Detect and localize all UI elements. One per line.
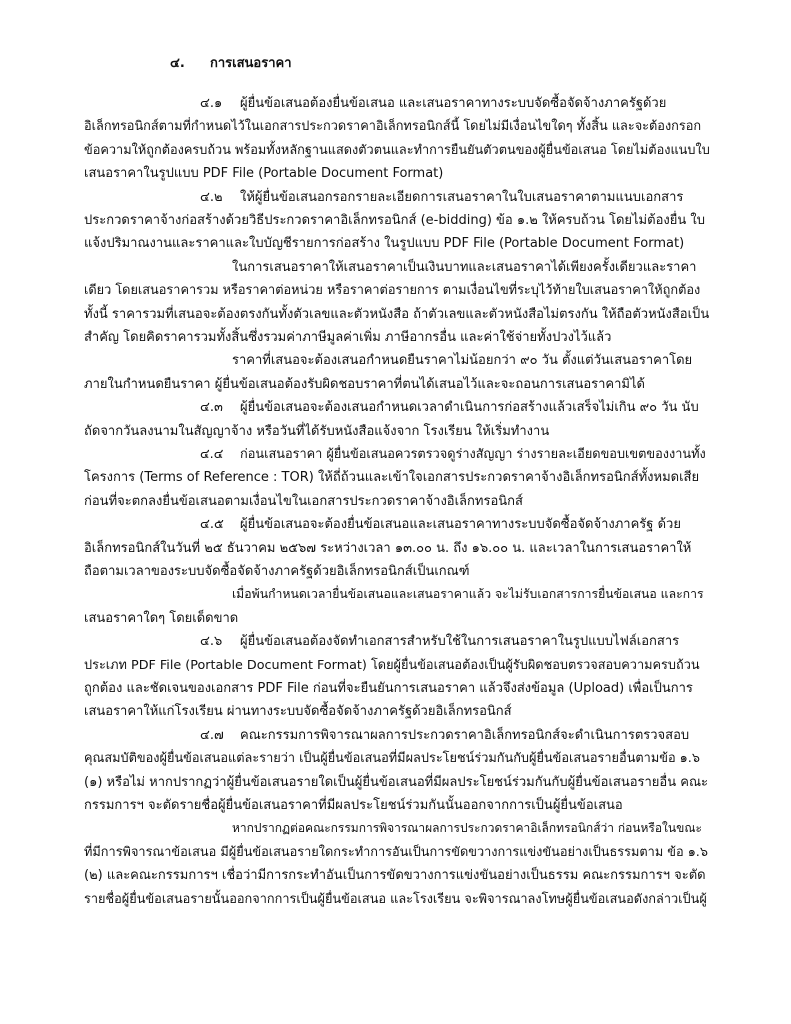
line-text: หากปรากฏต่อคณะกรรมการพิจารณาผลการประกวดราคาอิเล็กทรอนิกส์ว่า ก่อนหรือในขณะ bbox=[232, 821, 702, 836]
text-line bbox=[84, 747, 700, 770]
line-text: แจ้งปริมาณงานและราคาและใบบัญชีรายการก่อสร้าง ในรูปแบบ PDF File (Portable Document Format) bbox=[84, 236, 685, 252]
clause-number: ๔.๔ bbox=[200, 447, 224, 462]
line-text: ผู้ยื่นข้อเสนอจะต้องยื่นข้อเสนอและเสนอราคาทางระบบจัดซื้อจัดจ้างภาครัฐ ด้วย bbox=[240, 517, 681, 533]
section-number: ๔. bbox=[170, 56, 185, 71]
line-text: ถัดจากวันลงนามในสัญญาจ้าง หรือวันที่ได้รับหนังสือแจ้งจาก โรงเรียน ให้เริ่มทำงาน bbox=[84, 423, 550, 439]
text-line bbox=[84, 700, 512, 723]
line-text: โครงการ (Terms of Reference : TOR) ให้ถี่ถ้วนและเข้าใจเอกสารประกวดราคาจ้างอิเล็กทรอนิกส์ทั้งหมดเสีย bbox=[84, 470, 700, 486]
text-line bbox=[84, 607, 238, 630]
clause-line bbox=[200, 92, 666, 115]
line-text: ข้อความให้ถูกต้องครบถ้วน พร้อมทั้งหลักฐานแสดงตัวตนและทำการยืนยันตัวตนของผู้ยื่นข้อเสนอ โดยไม่ต้องแนบใบ bbox=[84, 142, 710, 158]
text-line bbox=[84, 490, 523, 513]
clause-line bbox=[200, 443, 706, 466]
line-text: ให้ผู้ยื่นข้อเสนอกรอกรายละเอียดการเสนอราคาในใบเสนอราคาตามแนบเอกสาร bbox=[240, 189, 684, 205]
text-line bbox=[84, 232, 684, 255]
line-text: ถือตามเวลาของระบบจัดซื้อจัดจ้างภาครัฐด้วยอิเล็กทรอนิกส์เป็นเกณฑ์ bbox=[84, 564, 470, 579]
line-text: เสนอราคาในรูปแบบ PDF File (Portable Document Format) bbox=[84, 166, 444, 182]
clause-number: ๔.๗ bbox=[200, 727, 224, 743]
line-text: ราคาที่เสนอจะต้องเสนอกำหนดยืนราคาไม่น้อยกว่า ๙๐ วัน ตั้งแต่วันเสนอราคาโดย bbox=[232, 353, 693, 369]
text-line bbox=[84, 139, 710, 162]
line-text: รายชื่อผู้ยื่นข้อเสนอรายนั้นออกจากการเป็นผู้ยื่นข้อเสนอ และโรงเรียน จะพิจารณาลงโทษผู้ยื่นข้อเสนอดังกล่าวเป็นผู้ bbox=[84, 891, 707, 907]
line-text: เมื่อพ้นกำหนดเวลายื่นข้อเสนอและเสนอราคาแล้ว จะไม่รับเอกสารการยื่นข้อเสนอ และการ bbox=[232, 587, 704, 602]
line-text: ก่อนที่จะตกลงยื่นข้อเสนอตามเงื่อนไขในเอกสารประกวดราคาจ้างอิเล็กทรอนิกส์ bbox=[84, 493, 523, 509]
clause-number: ๔.๓ bbox=[200, 400, 223, 416]
line-text: คณะกรรมการพิจารณาผลการประกวดราคาอิเล็กทรอนิกส์จะดำเนินการตรวจสอบ bbox=[240, 727, 690, 743]
text-line bbox=[84, 209, 705, 232]
clause-number: ๔.๕ bbox=[200, 517, 224, 533]
text-line bbox=[84, 326, 611, 349]
line-text: เสนอราคาใดๆ โดยเด็ดขาด bbox=[84, 610, 239, 626]
clause-number: ๔.๒ bbox=[200, 189, 223, 205]
line-text: ที่มีการพิจารณาข้อเสนอ มีผู้ยื่นข้อเสนอรายใดกระทำการอันเป็นการขัดขวางการแข่งขันอย่างเป็นธรรมตาม ข้อ ๑.๖ bbox=[84, 844, 708, 860]
line-text: อิเล็กทรอนิกส์ตามที่กำหนดไว้ในเอกสารประกวดราคาอิเล็กทรอนิกส์นี้ โดยไม่มีเงื่อนไขใดๆ ทั้งสิ้น และจะต้องกรอก bbox=[84, 119, 702, 135]
line-text: (๑) หรือไม่ หากปรากฏว่าผู้ยื่นข้อเสนอรายใดเป็นผู้ยื่นข้อเสนอที่มีผลประโยชน์ร่วมกันกับผู้ยื่นข้อเสนอรายอื่น คณะ bbox=[84, 774, 708, 790]
line-text: เสนอราคาให้แก่โรงเรียน ผ่านทางระบบจัดซื้อจัดจ้างภาครัฐด้วยอิเล็กทรอนิกส์ bbox=[84, 704, 512, 720]
section-title: การเสนอราคา bbox=[210, 56, 292, 71]
text-line bbox=[84, 864, 706, 887]
text-line bbox=[84, 841, 708, 864]
text-line bbox=[84, 654, 700, 677]
line-text: ผู้ยื่นข้อเสนอจะต้องเสนอกำหนดเวลาดำเนินการก่อสร้างแล้วเสร็จไม่เกิน ๙๐ วัน นับ bbox=[240, 400, 699, 416]
text-line bbox=[84, 162, 443, 185]
text-line bbox=[84, 771, 708, 794]
line-text: (๒) และคณะกรรมการฯ เชื่อว่ามีการกระทำอันเป็นการขัดขวางการแข่งขันอย่างเป็นธรรม คณะกรรมการฯ จะตัด bbox=[84, 868, 706, 884]
line-text: ในการเสนอราคาให้เสนอราคาเป็นเงินบาทและเสนอราคาได้เพียงครั้งเดียวและราคา bbox=[232, 259, 697, 275]
clause-number: ๔.๑ bbox=[200, 96, 223, 111]
line-text: ผู้ยื่นข้อเสนอต้องยื่นข้อเสนอ และเสนอราคาทางระบบจัดซื้อจัดจ้างภาครัฐด้วย bbox=[240, 96, 667, 111]
line-text: อิเล็กทรอนิกส์ในวันที่ ๒๕ ธันวาคม ๒๕๖๗ ระหว่างเวลา ๑๓.๐๐ น. ถึง ๑๖.๐๐ น. และเวลาในการเสนอราคาให้ bbox=[84, 540, 692, 556]
text-line bbox=[84, 466, 699, 489]
text-line bbox=[84, 677, 693, 700]
line-text: ทั้งนี้ ราคารวมที่เสนอจะต้องตรงกันทั้งตัวเลขและตัวหนังสือ ถ้าตัวเลขและตัวหนังสือไม่ตรงกัน ให้ถือตัวหนังสือเป็น bbox=[84, 306, 710, 322]
line-text: ประกวดราคาจ้างก่อสร้างด้วยวิธีประกวดราคาอิเล็กทรอนิกส์ (e-bidding) ข้อ ๑.๒ ให้ครบถ้วน โดยไม่ต้องยื่น ใบ bbox=[84, 213, 705, 228]
line-text: เดียว โดยเสนอราคารวม หรือราคาต่อหน่วย หรือราคาต่อรายการ ตามเงื่อนไขที่ระบุไว้ท้ายใบเสนอราคาให้ถูกต้อง bbox=[84, 283, 701, 299]
text-line bbox=[84, 537, 691, 560]
line-text: ภายในกำหนดยืนราคา ผู้ยื่นข้อเสนอต้องรับผิดชอบราคาที่ตนได้เสนอไว้และจะถอนการเสนอราคามิได้ bbox=[84, 376, 645, 392]
text-line bbox=[84, 303, 709, 326]
text-line bbox=[232, 256, 696, 279]
text-line bbox=[232, 583, 704, 606]
clause-line bbox=[200, 630, 679, 653]
line-text: ผู้ยื่นข้อเสนอต้องจัดทำเอกสารสำหรับใช้ในการเสนอราคาในรูปแบบไฟล์เอกสาร bbox=[240, 634, 680, 650]
line-text: สำคัญ โดยคิดราคารวมทั้งสิ้นซึ่งรวมค่าภาษีมูลค่าเพิ่ม ภาษีอากรอื่น และค่าใช้จ่ายทั้งปวงไว้แล้ว bbox=[84, 330, 612, 345]
line-text: ถูกต้อง และชัดเจนของเอกสาร PDF File ก่อนที่จะยืนยันการเสนอราคา แล้วจึงส่งข้อมูล (Upload) เพื่อเป็นการ bbox=[84, 681, 693, 696]
text-line bbox=[84, 560, 470, 583]
text-line bbox=[84, 279, 700, 302]
text-line bbox=[232, 349, 692, 372]
clause-line bbox=[200, 186, 683, 209]
line-text: กรรมการฯ จะตัดรายชื่อผู้ยื่นข้อเสนอราคาที่มีผลประโยชน์ร่วมกันนั้นออกจากการเป็นผู้ยื่นข้อเสนอ bbox=[84, 798, 623, 813]
text-line bbox=[232, 817, 702, 840]
clause-line bbox=[200, 396, 699, 419]
text-line bbox=[84, 888, 707, 911]
clause-number: ๔.๖ bbox=[200, 634, 223, 650]
text-line bbox=[84, 794, 623, 817]
clause-line bbox=[200, 724, 689, 747]
text-line bbox=[84, 373, 645, 396]
line-text: คุณสมบัติของผู้ยื่นข้อเสนอแต่ละรายว่า เป็นผู้ยื่นข้อเสนอที่มีผลประโยชน์ร่วมกันกับผู้ยื่นข้อเสนอรายอื่นตามข้อ ๑.๖ bbox=[84, 751, 700, 767]
line-text: ก่อนเสนอราคา ผู้ยื่นข้อเสนอควรตรวจดูร่างสัญญา ร่างรายละเอียดขอบเขตของงานทั้ง bbox=[240, 447, 706, 462]
clause-line bbox=[200, 513, 681, 536]
text-line bbox=[84, 115, 701, 138]
section-heading bbox=[170, 52, 292, 75]
line-text: ประเภท PDF File (Portable Document Format) โดยผู้ยื่นข้อเสนอต้องเป็นผู้รับผิดชอบตรวจสอบความครบถ้วน bbox=[84, 657, 700, 673]
text-line bbox=[84, 420, 549, 443]
